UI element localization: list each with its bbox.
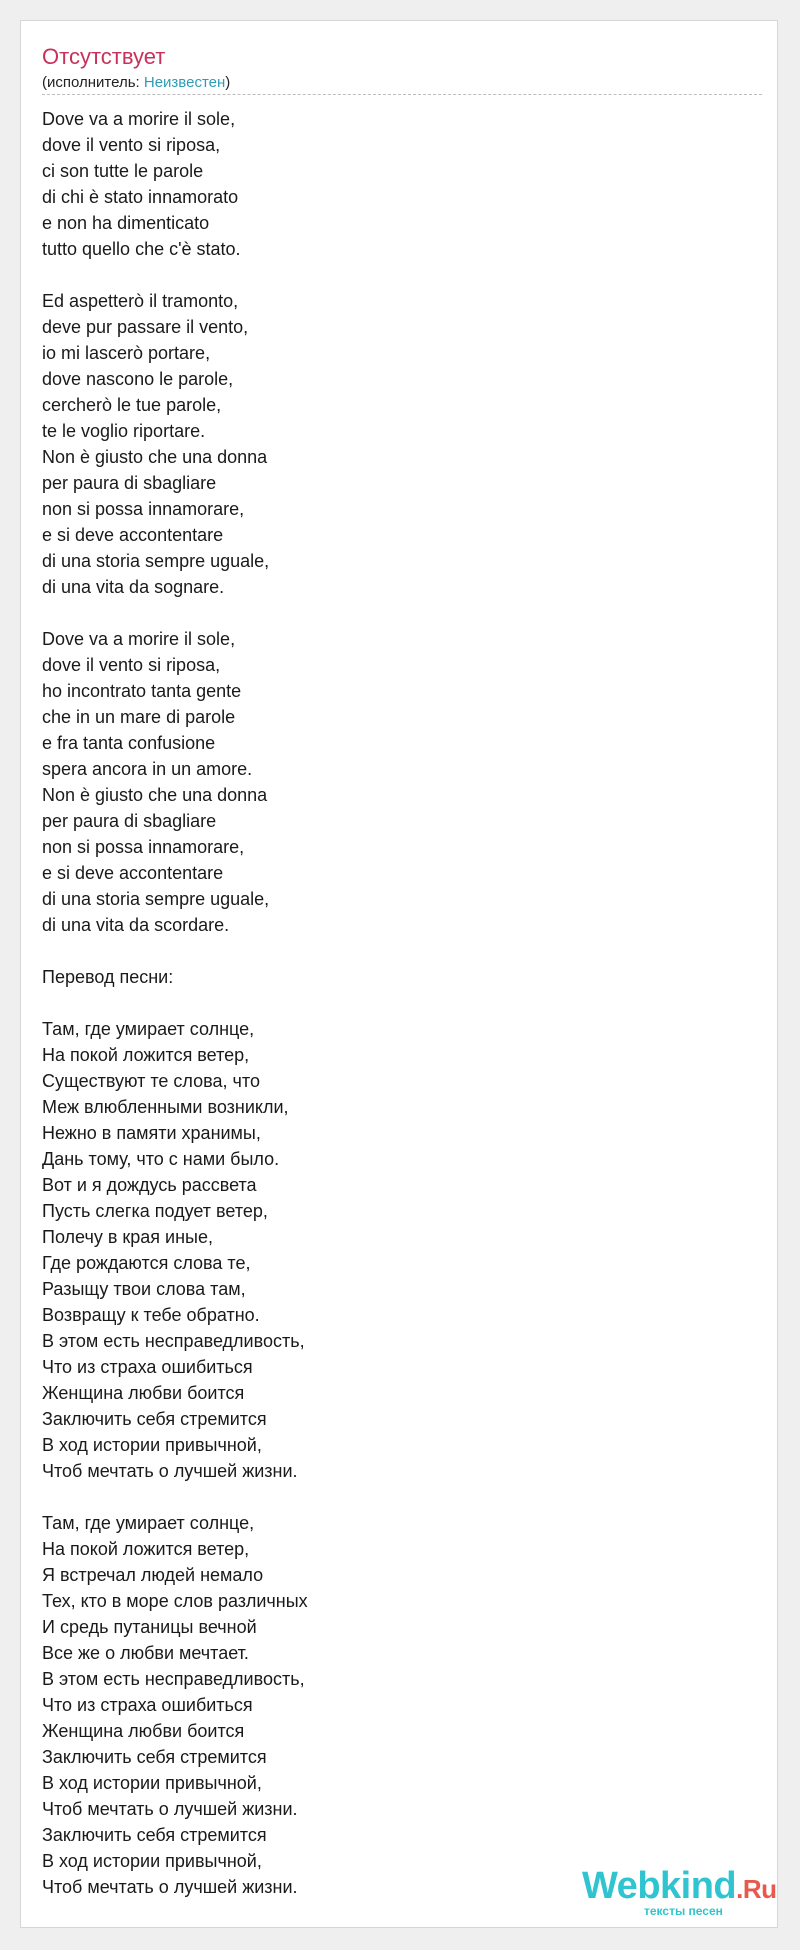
lyrics-line: e si deve accontentare [42, 525, 224, 545]
lyrics-line: Dove va a morire il sole, [42, 629, 236, 649]
lyrics-line: Что из страха ошибиться [42, 1357, 253, 1377]
lyrics-line: Там, где умирает солнце, [42, 1513, 255, 1533]
lyrics-line: Дань тому, что с нами было. [42, 1149, 280, 1169]
lyrics-line: В этом есть несправедливость, [42, 1669, 305, 1689]
logo-name: Webkind [582, 1865, 737, 1907]
lyrics-line: Я встречал людей немало [42, 1565, 264, 1585]
lyrics-line: per paura di sbagliare [42, 811, 217, 831]
lyrics-line: В ход истории привычной, [42, 1851, 262, 1871]
lyrics-line: В этом есть несправедливость, [42, 1331, 305, 1351]
lyrics-line: Заключить себя стремится [42, 1409, 267, 1429]
lyrics-line: Чтоб мечтать о лучшей жизни. [42, 1877, 298, 1897]
lyrics-line: ho incontrato tanta gente [42, 681, 242, 701]
lyrics-line: di una vita da sognare. [42, 577, 225, 597]
lyrics-line: Перевод песни: [42, 967, 174, 987]
lyrics-line: non si possa innamorare, [42, 837, 245, 857]
lyrics-blank-line [42, 262, 762, 288]
lyrics-line: На покой ложится ветер, [42, 1539, 250, 1559]
webkind-logo[interactable] [560, 1864, 780, 1924]
lyrics-line: Женщина любви боится [42, 1383, 245, 1403]
lyrics-line: Меж влюбленными возникли, [42, 1097, 289, 1117]
lyrics-line: e fra tanta confusione [42, 733, 216, 753]
lyrics-line: И средь путаницы вечной [42, 1617, 257, 1637]
lyrics-line: per paura di sbagliare [42, 473, 217, 493]
lyrics-blank-line [42, 990, 762, 1016]
lyrics-card [20, 20, 778, 1928]
lyrics-line: dove il vento si riposa, [42, 135, 221, 155]
logo-wordmark [582, 1866, 777, 1909]
lyrics-line: Non è giusto che una donna [42, 785, 268, 805]
lyrics-line: di una storia sempre uguale, [42, 889, 270, 909]
lyrics-line: Тех, кто в море слов различных [42, 1591, 308, 1611]
logo-tagline: тексты песен [644, 1904, 723, 1918]
lyrics-blank-line [42, 938, 762, 964]
lyrics-line: tutto quello che c'è stato. [42, 239, 241, 259]
artist-link[interactable]: Неизвестен [143, 74, 226, 91]
lyrics-line: Вот и я дождусь рассвета [42, 1175, 257, 1195]
artist-line [42, 74, 230, 92]
lyrics-line: Все же о любви мечтает. [42, 1643, 249, 1663]
lyrics-line: Где рождаются слова те, [42, 1253, 251, 1273]
lyrics-line: Существуют те слова, что [42, 1071, 260, 1091]
lyrics-line: Что из страха ошибиться [42, 1695, 253, 1715]
title-divider [42, 94, 762, 95]
lyrics-line: spera ancora in un amore. [42, 759, 253, 779]
lyrics-text [42, 106, 762, 1900]
lyrics-line: Женщина любви боится [42, 1721, 245, 1741]
lyrics-line: Разыщу твои слова там, [42, 1279, 246, 1299]
lyrics-line: che in un mare di parole [42, 707, 236, 727]
lyrics-line: Пусть слегка подует ветер, [42, 1201, 268, 1221]
artist-prefix: (исполнитель: [42, 74, 144, 91]
lyrics-line: Non è giusto che una donna [42, 447, 268, 467]
lyrics-blank-line [42, 600, 762, 626]
lyrics-line: Чтоб мечтать о лучшей жизни. [42, 1799, 298, 1819]
lyrics-line: ci son tutte le parole [42, 161, 204, 181]
lyrics-line: cercherò le tue parole, [42, 395, 222, 415]
lyrics-line: dove il vento si riposa, [42, 655, 221, 675]
lyrics-line: Заключить себя стремится [42, 1747, 267, 1767]
lyrics-line: di chi è stato innamorato [42, 187, 239, 207]
lyrics-line: deve pur passare il vento, [42, 317, 249, 337]
lyrics-line: di una storia sempre uguale, [42, 551, 270, 571]
lyrics-line: Dove va a morire il sole, [42, 109, 236, 129]
lyrics-line: На покой ложится ветер, [42, 1045, 250, 1065]
lyrics-line: В ход истории привычной, [42, 1773, 262, 1793]
lyrics-line: Возвращу к тебе обратно. [42, 1305, 260, 1325]
lyrics-line: В ход истории привычной, [42, 1435, 262, 1455]
lyrics-line: Чтоб мечтать о лучшей жизни. [42, 1461, 298, 1481]
lyrics-line: Заключить себя стремится [42, 1825, 267, 1845]
lyrics-line: e si deve accontentare [42, 863, 224, 883]
lyrics-line: Ed aspetterò il tramonto, [42, 291, 239, 311]
artist-suffix: ) [225, 74, 231, 91]
lyrics-line: io mi lascerò portare, [42, 343, 211, 363]
lyrics-line: non si possa innamorare, [42, 499, 245, 519]
lyrics-line: Полечу в края иные, [42, 1227, 213, 1247]
lyrics-blank-line [42, 1484, 762, 1510]
lyrics-line: te le voglio riportare. [42, 421, 206, 441]
lyrics-line: Там, где умирает солнце, [42, 1019, 255, 1039]
song-title: Отсутствует [42, 44, 166, 69]
lyrics-line: di una vita da scordare. [42, 915, 230, 935]
lyrics-line: Нежно в памяти хранимы, [42, 1123, 261, 1143]
lyrics-line: e non ha dimenticato [42, 213, 210, 233]
logo-tld: .Ru [736, 1874, 777, 1904]
lyrics-line: dove nascono le parole, [42, 369, 234, 389]
